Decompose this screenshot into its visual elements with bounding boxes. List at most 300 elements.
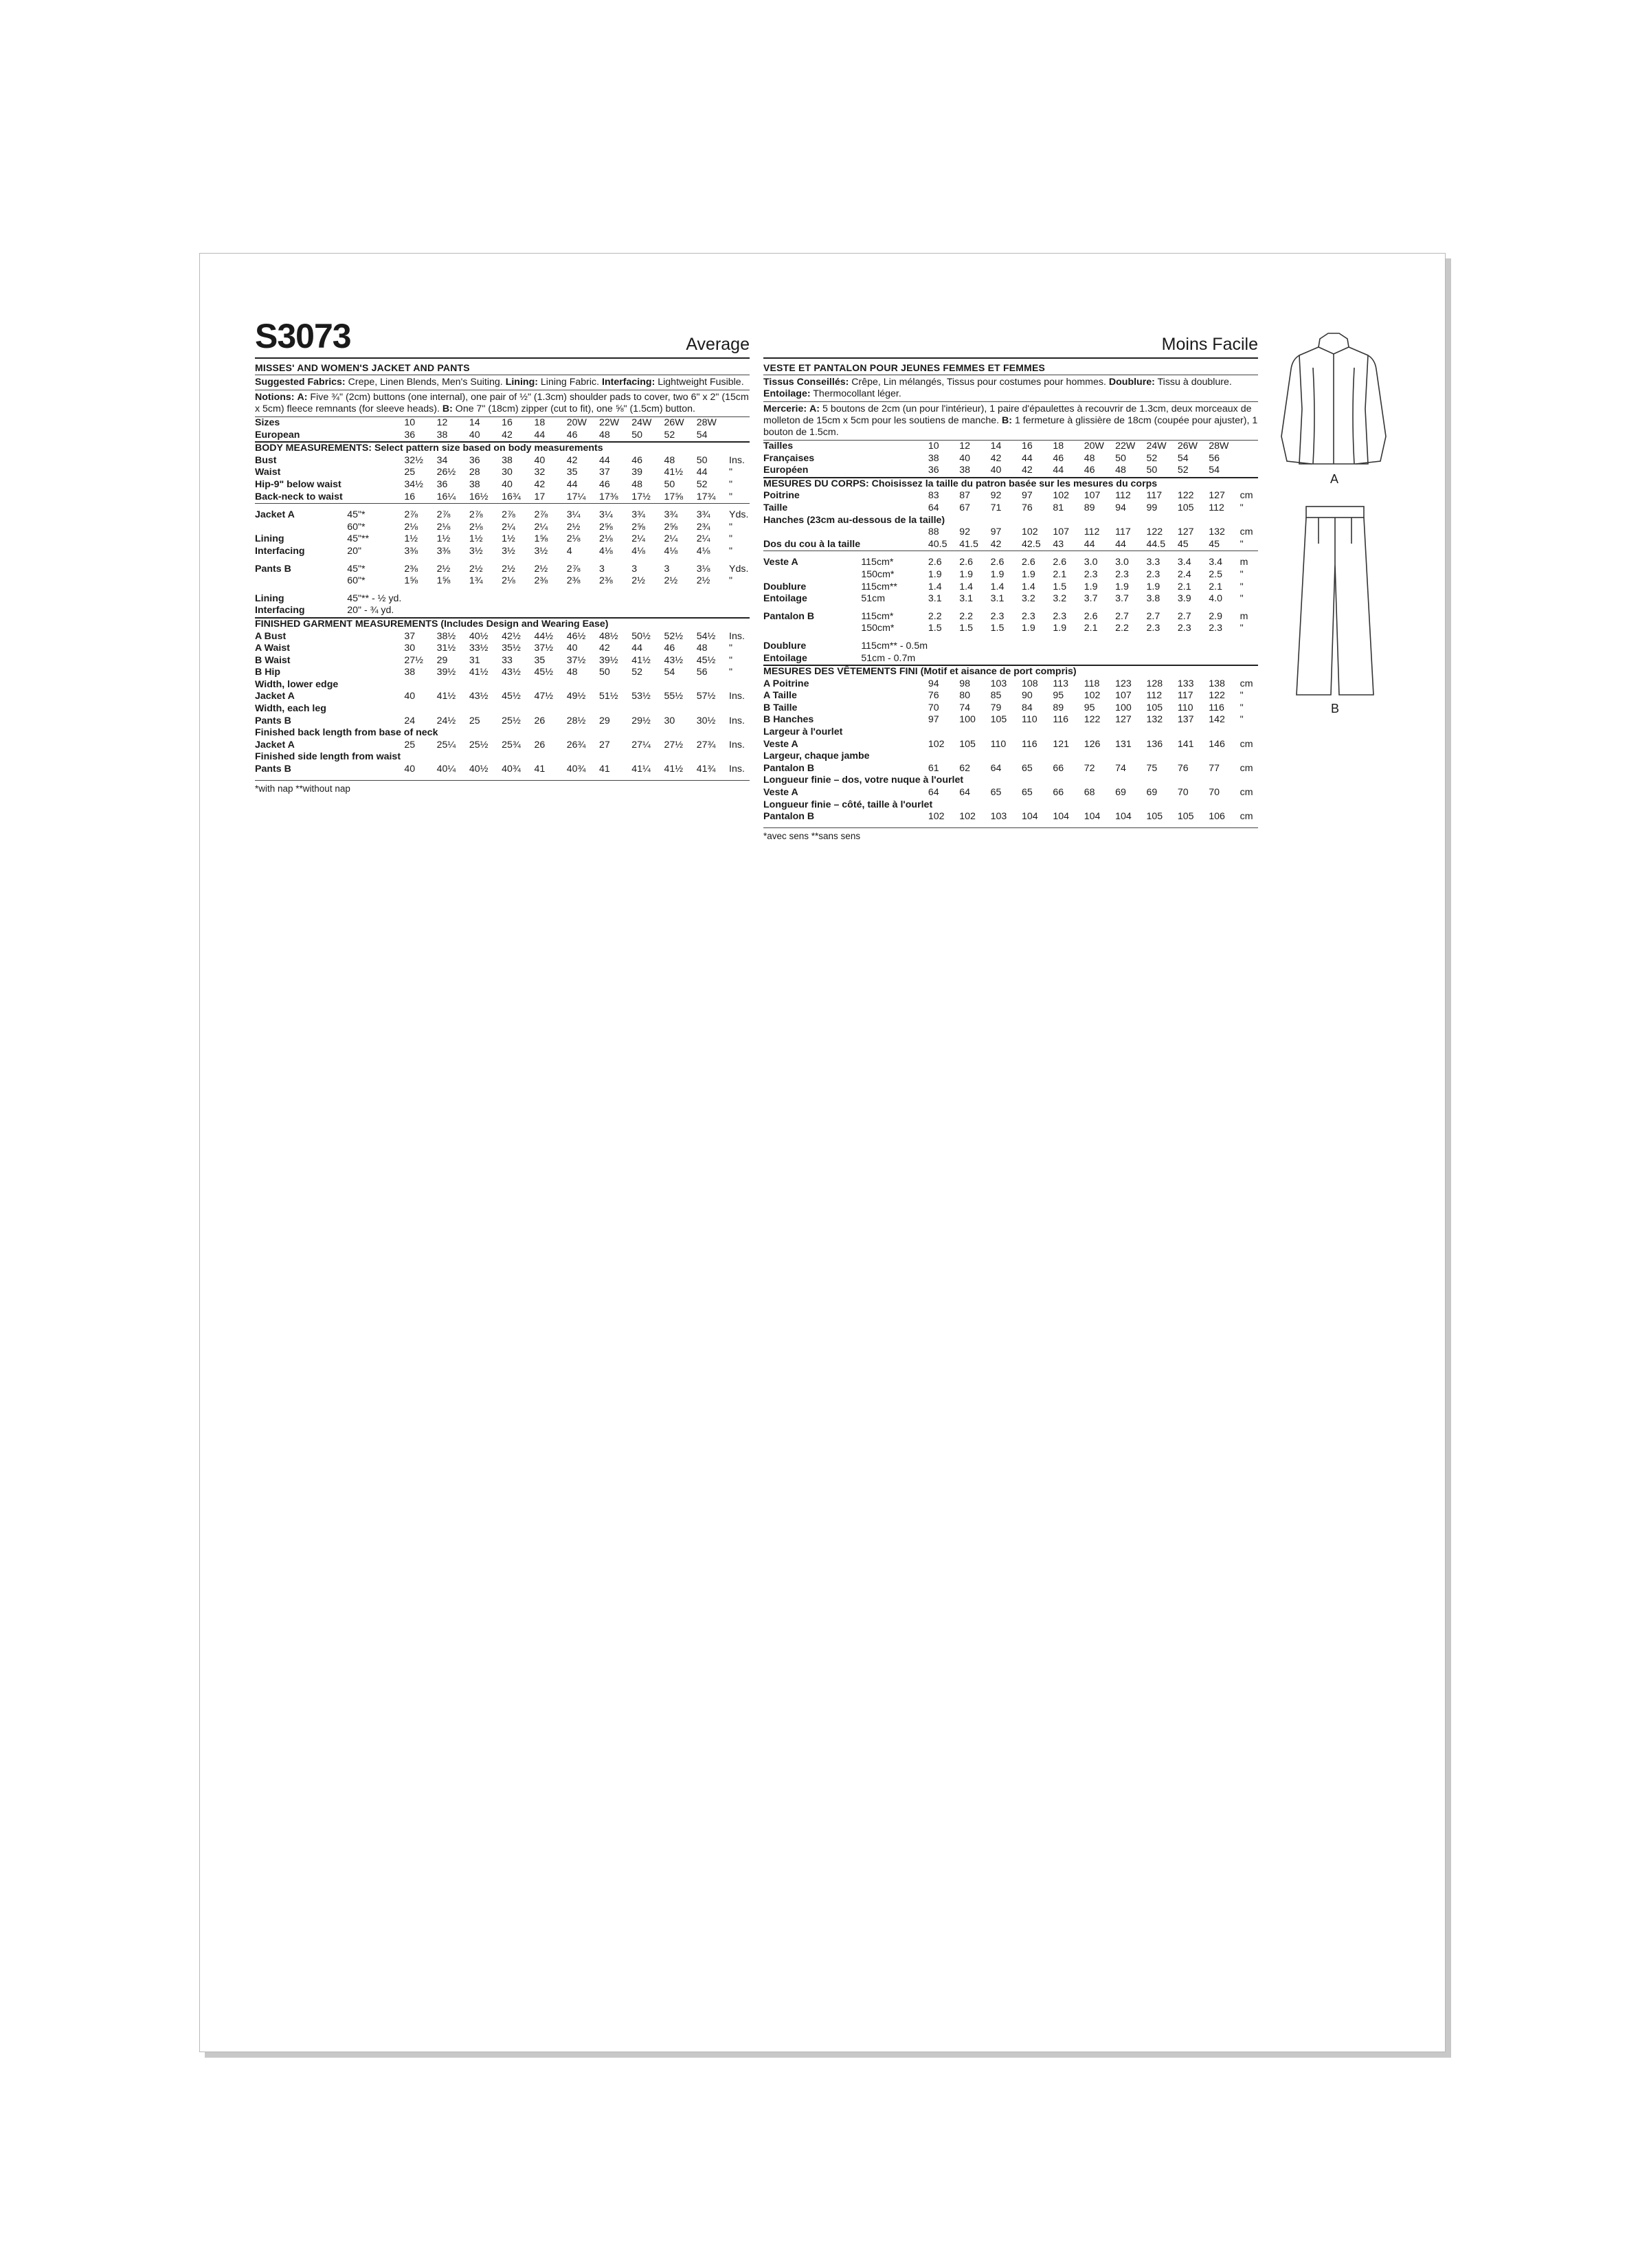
value-cell: 3¾: [697, 504, 729, 522]
value-cell: 55½: [664, 691, 684, 702]
value-cell: 20W: [567, 417, 599, 430]
value-cell: 28½: [566, 715, 586, 726]
notions-a-text: Five ¾" (2cm) buttons (one internal), one pair of ½" (1.3cm) shoulder pads to cover, two 6" x 2" (15cm x 5cm) fleece remnants (for sleeve heads).: [255, 392, 749, 414]
value-cell: 25: [404, 467, 416, 478]
value-cell: 32½: [404, 454, 423, 466]
value-cell: 89: [1084, 502, 1095, 513]
sizes-row: [763, 441, 1258, 453]
value-cell: 1.9: [1146, 581, 1160, 592]
value-cell: 2.9: [1209, 610, 1222, 622]
value-cell: [502, 605, 534, 618]
notions-a-text: 5 boutons de 2cm (un pour l'intérieur), 1 paire d'épaulettes à recouvrir de 1.3cm, deux morceaux de molleton de 15cm x 5cm pour les soutiens de manche.: [763, 403, 1252, 426]
row-sublabel: [347, 691, 404, 703]
english-column: [255, 317, 750, 794]
value-cell: 75: [1146, 762, 1158, 774]
value-cell: 1.9: [1053, 623, 1067, 634]
value-cell: 2.7: [1115, 610, 1129, 622]
value-cell: 141: [1177, 738, 1194, 750]
size-chart: [255, 416, 750, 776]
row-label: Width, each leg: [255, 703, 326, 715]
value-cell: 87: [959, 490, 971, 502]
value-cell: 105: [1177, 811, 1194, 823]
row-sublabel: [861, 739, 928, 751]
unit-cell: cm: [1239, 738, 1253, 750]
yardage-row: [763, 605, 1258, 623]
row-label: Entoilage: [763, 593, 807, 605]
value-cell: 31½: [436, 643, 456, 654]
value-cell: [664, 588, 697, 605]
value-cell: 53½: [631, 691, 651, 702]
value-cell: 3.1: [959, 593, 973, 605]
yardage-row: [255, 588, 750, 605]
value-cell: 38: [928, 452, 939, 464]
value-cell: 97: [928, 714, 939, 726]
value-cell: 48½: [598, 630, 618, 642]
value-cell: 3.0: [1115, 551, 1146, 569]
value-cell: 103: [990, 811, 1007, 823]
finished-measurement-row: [763, 787, 1258, 799]
value-cell: 94: [1115, 502, 1126, 513]
value-cell: 2⅜: [534, 575, 548, 587]
value-cell: 1.9: [1022, 568, 1035, 580]
value-cell: [631, 588, 664, 605]
unit-cell: ": [729, 478, 733, 490]
value-cell: 1.9: [1115, 581, 1129, 592]
row-label: European: [255, 429, 300, 441]
header-rule: [255, 357, 750, 359]
value-cell: 35½: [502, 643, 521, 654]
row-label: Finished side length from waist: [255, 751, 401, 763]
yardage-row: [255, 522, 750, 534]
notions: [255, 390, 750, 415]
row-label: Lining: [255, 533, 284, 545]
value-cell: 3: [631, 563, 638, 575]
notions-b-label: B:: [442, 403, 453, 414]
value-cell: 52: [664, 429, 675, 441]
value-cell: 41: [598, 764, 610, 775]
value-cell: 44: [1115, 538, 1126, 550]
value-cell: 26¾: [566, 739, 586, 751]
yardage-row: [255, 533, 750, 546]
value-cell: 2.3: [1209, 623, 1222, 634]
row-sublabel: [861, 702, 928, 715]
jacket-sketch: [1272, 326, 1395, 471]
row-sublabel: [861, 502, 928, 515]
value-cell: 64: [928, 502, 939, 513]
value-cell: [1178, 635, 1209, 653]
row-label: Françaises: [763, 452, 815, 464]
value-cell: 28W: [1209, 441, 1239, 453]
value-cell: 102: [928, 811, 945, 823]
value-cell: [1209, 635, 1239, 653]
value-cell: 110: [1022, 714, 1037, 726]
value-cell: 102: [1084, 690, 1101, 702]
value-cell: 64: [990, 762, 1002, 774]
value-cell: 65: [1022, 762, 1033, 774]
value-cell: 2¼: [664, 533, 678, 545]
value-cell: 41.5: [959, 538, 978, 550]
value-cell: 79: [990, 702, 1002, 713]
row-sublabel: [347, 417, 404, 430]
yardage-row: [763, 653, 1258, 666]
value-cell: 2¼: [631, 533, 645, 545]
value-cell: 27¼: [631, 739, 651, 751]
value-cell: 4⅛: [631, 545, 645, 557]
fabrics-text: Crepe, Linen Blends, Men's Suiting.: [348, 377, 503, 388]
value-cell: 100: [1115, 702, 1132, 713]
row-label: Interfacing: [255, 605, 305, 616]
row-label: [763, 569, 861, 581]
value-cell: 2.6: [1022, 551, 1053, 569]
value-cell: 46: [664, 643, 675, 654]
value-cell: [404, 588, 436, 605]
yardage-row: [763, 635, 1258, 653]
value-cell: 1.5: [959, 623, 973, 634]
unit-cell: Ins.: [729, 739, 745, 751]
value-cell: 76: [1177, 762, 1189, 774]
value-cell: 27½: [664, 739, 684, 751]
yardage-row: [255, 546, 750, 558]
value-cell: 37½: [566, 654, 586, 666]
value-cell: 41½: [664, 467, 684, 478]
value-cell: 1.4: [928, 581, 942, 592]
value-cell: 1¾: [469, 575, 483, 587]
value-cell: 146: [1209, 738, 1225, 750]
unit-cell: ": [1239, 623, 1244, 634]
value-cell: 45½: [696, 654, 716, 666]
row-sublabel: 45"** - ½ yd.: [347, 592, 402, 604]
finished-measurement-row: [763, 739, 1258, 751]
row-label: Tailles: [763, 441, 861, 453]
finished-measurement-row: [255, 691, 750, 703]
value-cell: 27½: [404, 654, 423, 666]
value-cell: [1053, 635, 1084, 653]
value-cell: 48: [1084, 452, 1095, 464]
body-heading-row: [763, 478, 1258, 491]
row-label: Finished back length from base of neck: [255, 727, 438, 739]
unit-cell: ": [729, 667, 733, 678]
value-cell: 77: [1209, 762, 1220, 774]
value-cell: 57½: [696, 691, 716, 702]
row-label: Waist: [255, 467, 281, 478]
value-cell: 105: [1177, 502, 1194, 513]
value-cell: 1.9: [959, 568, 973, 580]
row-label: Pantalon B: [763, 811, 815, 823]
value-cell: 1.4: [990, 581, 1005, 592]
value-cell: 2.1: [1177, 581, 1191, 592]
unit-cell: ": [1239, 581, 1244, 592]
header: [255, 317, 750, 355]
unit-cell: ": [729, 654, 733, 666]
value-cell: [1084, 635, 1115, 653]
value-cell: 40½: [469, 764, 489, 775]
row-label: A Taille: [763, 690, 797, 702]
lining-label: Lining:: [505, 377, 538, 388]
value-cell: 17⅝: [664, 491, 684, 502]
value-cell: 41¼: [631, 764, 651, 775]
value-cell: 25¾: [502, 739, 521, 751]
value-cell: 2.3: [1022, 610, 1035, 622]
unit-cell: Yds.: [729, 504, 750, 522]
value-cell: 2.3: [990, 610, 1005, 622]
value-cell: 2⅜: [404, 563, 418, 575]
value-cell: [991, 635, 1022, 653]
value-cell: 26: [534, 739, 546, 751]
value-cell: 3⅛: [696, 563, 710, 575]
row-label: Doublure: [763, 581, 807, 592]
value-cell: 38: [436, 429, 448, 441]
value-cell: [1178, 653, 1209, 666]
unit-cell: m: [1240, 551, 1258, 569]
body-measurement-row: [763, 502, 1258, 515]
notions-label: Mercerie:: [763, 403, 807, 414]
value-cell: 18: [534, 417, 566, 430]
row-label: Veste A: [763, 551, 861, 569]
value-cell: 39½: [598, 654, 618, 666]
value-cell: 94: [928, 678, 939, 689]
value-cell: 12: [437, 417, 469, 430]
value-cell: 24W: [1147, 441, 1178, 453]
row-sublabel: 60"*: [347, 575, 366, 587]
value-cell: 105: [1146, 811, 1163, 823]
value-cell: 37: [598, 467, 610, 478]
value-cell: 16: [1022, 441, 1053, 453]
value-cell: 48: [598, 429, 610, 441]
value-cell: 4.0: [1209, 593, 1222, 605]
row-label: Hanches (23cm au-dessous de la taille): [763, 514, 945, 526]
value-cell: [1022, 653, 1053, 666]
value-cell: 54: [1177, 452, 1189, 464]
value-cell: [664, 605, 697, 618]
notions-b-label: B:: [1002, 415, 1012, 426]
value-cell: 81: [1053, 502, 1064, 513]
value-cell: 116: [1209, 702, 1224, 713]
value-cell: 3¾: [664, 504, 697, 522]
value-cell: 44.5: [1146, 538, 1166, 550]
section-heading: MESURES DES VÊTEMENTS FINI (Motif et aisance de port compris): [763, 665, 1258, 678]
finished-measurement-row: [255, 631, 750, 643]
value-cell: 3: [598, 563, 605, 575]
pattern-code: S3073: [255, 317, 351, 355]
row-sublabel: [347, 467, 404, 479]
value-cell: 52: [631, 667, 643, 678]
value-cell: 28: [469, 467, 480, 478]
unit-cell: [729, 588, 750, 605]
value-cell: 33½: [469, 643, 489, 654]
unit-cell: m: [1239, 610, 1248, 622]
value-cell: 38: [959, 465, 971, 476]
value-cell: 2⅞: [502, 504, 534, 522]
unit-cell: cm: [1239, 787, 1253, 799]
value-cell: 44: [598, 454, 610, 466]
row-label: A Waist: [255, 643, 290, 654]
value-cell: 108: [1022, 678, 1038, 689]
value-cell: 106: [1209, 811, 1225, 823]
value-cell: 1.5: [928, 623, 942, 634]
row-sublabel: [347, 491, 404, 504]
value-cell: 54: [1209, 465, 1220, 476]
unit-cell: [1240, 465, 1258, 478]
row-label: Bust: [255, 454, 277, 466]
finished-heading-row: [255, 618, 750, 631]
notions-label: Notions:: [255, 392, 295, 403]
value-cell: 44: [1084, 538, 1095, 550]
row-sublabel: 51cm: [861, 593, 886, 605]
value-cell: 30: [664, 715, 675, 726]
value-cell: 46: [566, 429, 578, 441]
row-sublabel: [347, 655, 404, 667]
row-label: B Hip: [255, 667, 281, 678]
european-row: [255, 430, 750, 443]
yardage-row: [255, 605, 750, 618]
finished-measurement-row: [255, 740, 750, 752]
value-cell: 40¾: [566, 764, 586, 775]
pants-view-b-illustration: [1287, 502, 1383, 715]
yardage-row: [763, 623, 1258, 635]
value-cell: 122: [1146, 526, 1163, 538]
row-label: Longueur finie – dos, votre nuque à l'ourlet: [763, 775, 964, 786]
row-label: [763, 623, 861, 635]
value-cell: [928, 653, 959, 666]
value-cell: 1⅝: [534, 533, 548, 545]
row-label: B Hanches: [763, 714, 814, 726]
row-label: [255, 522, 347, 534]
notions: [763, 401, 1258, 438]
value-cell: 16½: [469, 491, 489, 502]
value-cell: 24½: [436, 715, 456, 726]
value-cell: 50: [1115, 452, 1126, 464]
body-measurement-row: [763, 490, 1258, 502]
value-cell: 3.8: [1146, 593, 1160, 605]
value-cell: 46: [598, 478, 610, 490]
row-label: Poitrine: [763, 490, 800, 502]
finished-measurement-row: [255, 655, 750, 667]
unit-cell: ": [729, 643, 733, 654]
view-b-label: B: [1331, 702, 1340, 715]
value-cell: 25½: [469, 739, 489, 751]
value-cell: 74: [1115, 762, 1126, 774]
section-heading: FINISHED GARMENT MEASUREMENTS (Includes Design and Wearing Ease): [255, 618, 750, 631]
value-cell: 127: [1177, 526, 1194, 538]
value-cell: 43: [1053, 538, 1064, 550]
value-cell: 95: [1053, 690, 1064, 702]
value-cell: 40: [566, 643, 578, 654]
unit-cell: ": [729, 491, 733, 502]
finished-heading-row: [763, 665, 1258, 678]
unit-cell: [1240, 441, 1258, 453]
yardage-row: [763, 581, 1258, 594]
value-cell: 46: [1084, 465, 1095, 476]
unit-cell: cm: [1239, 490, 1253, 502]
value-cell: [437, 605, 469, 618]
value-cell: 40: [404, 691, 416, 702]
value-cell: 107: [1115, 690, 1132, 702]
value-cell: 37½: [534, 643, 554, 654]
value-cell: [567, 588, 599, 605]
value-cell: 112: [1084, 526, 1100, 538]
value-cell: 2.6: [928, 551, 959, 569]
value-cell: [1147, 653, 1178, 666]
value-cell: 50: [631, 429, 643, 441]
value-cell: 2½: [696, 575, 710, 587]
interfacing-text: Lightweight Fusible.: [658, 377, 744, 388]
value-cell: 26W: [664, 417, 697, 430]
value-cell: 2.6: [991, 551, 1022, 569]
value-cell: 3.4: [1209, 551, 1239, 569]
unit-cell: [1240, 653, 1258, 666]
value-cell: 41: [534, 764, 546, 775]
value-cell: 38: [469, 478, 480, 490]
value-cell: 36: [436, 478, 448, 490]
difficulty-level: Moins Facile: [1161, 335, 1258, 354]
row-label: Interfacing: [255, 545, 305, 557]
value-cell: 2.1: [1084, 623, 1098, 634]
value-cell: 104: [1053, 811, 1070, 823]
value-cell: 32: [534, 467, 546, 478]
value-cell: 41½: [664, 764, 684, 775]
value-cell: 2⅛: [469, 521, 483, 533]
value-cell: 118: [1084, 678, 1100, 689]
value-cell: 20W: [1084, 441, 1115, 453]
row-label: Lining: [255, 592, 284, 604]
row-sublabel: [347, 479, 404, 491]
value-cell: [469, 588, 502, 605]
value-cell: 97: [1022, 490, 1033, 502]
value-cell: 107: [1084, 490, 1101, 502]
value-cell: 27¾: [696, 739, 716, 751]
suggested-fabrics: [763, 375, 1258, 400]
value-cell: 133: [1177, 678, 1194, 689]
value-cell: 49½: [566, 691, 586, 702]
value-cell: 104: [1115, 811, 1132, 823]
value-cell: 122: [1209, 690, 1225, 702]
value-cell: 2⅝: [598, 521, 613, 533]
unit-cell: ": [729, 467, 733, 478]
value-cell: 40: [502, 478, 513, 490]
value-cell: 4⅛: [664, 545, 678, 557]
row-label: Taille: [763, 502, 788, 513]
value-cell: 3.1: [928, 593, 942, 605]
interfacing-label: Entoilage:: [763, 388, 811, 399]
row-sublabel: 115cm*: [861, 551, 928, 569]
value-cell: 132: [1209, 526, 1225, 538]
value-cell: 3.7: [1084, 593, 1098, 605]
value-cell: 42: [502, 429, 513, 441]
unit-cell: ": [1239, 714, 1244, 726]
body-measurement-row: [255, 479, 750, 491]
value-cell: 2½: [502, 563, 515, 575]
yardage-row: [763, 593, 1258, 605]
value-cell: 2⅛: [566, 533, 581, 545]
value-cell: 44: [696, 467, 708, 478]
value-cell: 48: [1115, 465, 1126, 476]
value-cell: 48: [631, 478, 643, 490]
row-sublabel: [861, 441, 928, 453]
value-cell: [697, 588, 729, 605]
view-a-label: A: [1330, 472, 1339, 486]
value-cell: 52½: [664, 630, 684, 642]
finished-measurement-row: [763, 714, 1258, 726]
value-cell: 3.3: [1147, 551, 1178, 569]
row-sublabel: [861, 526, 928, 539]
value-cell: 97: [990, 526, 1002, 538]
value-cell: 95: [1084, 702, 1095, 713]
value-cell: 2½: [534, 563, 548, 575]
value-cell: 1.5: [1053, 581, 1067, 592]
finished-measurement-row: [255, 764, 750, 776]
unit-cell: cm: [1239, 678, 1253, 689]
value-cell: 26W: [1178, 441, 1209, 453]
